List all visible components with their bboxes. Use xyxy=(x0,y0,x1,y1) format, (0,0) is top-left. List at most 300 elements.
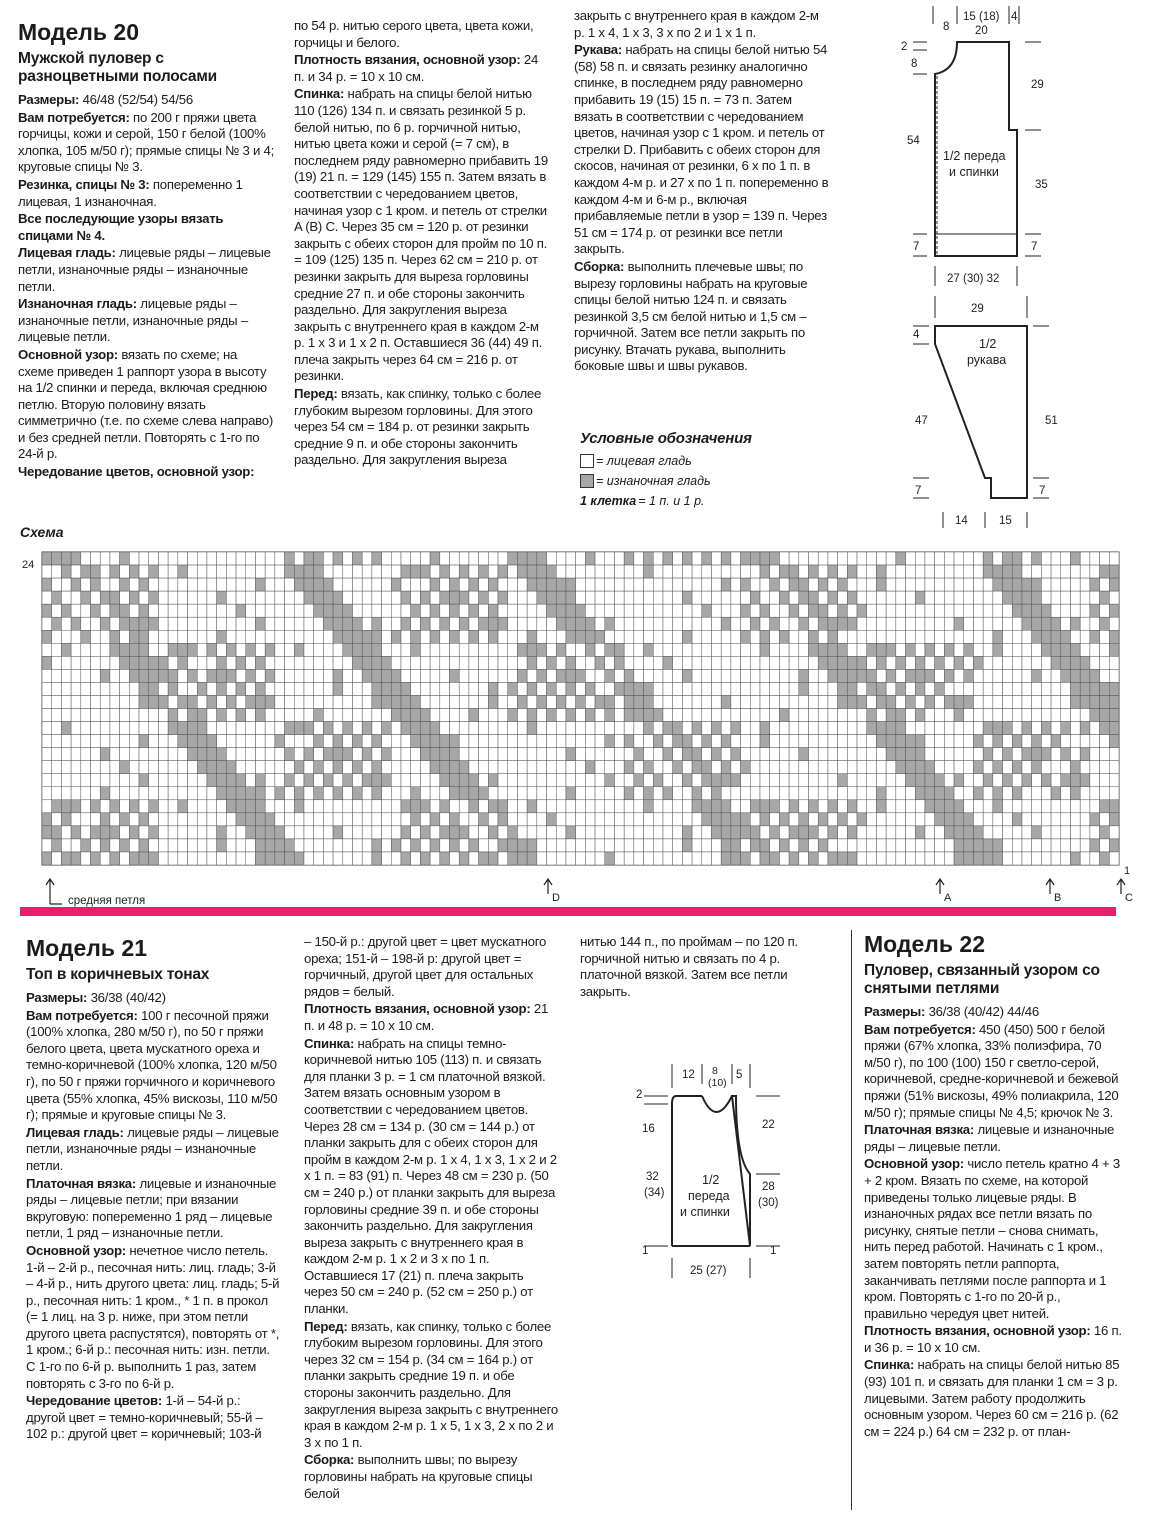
chart-cell xyxy=(566,565,576,578)
chart-cell xyxy=(391,578,401,591)
chart-cell xyxy=(314,826,324,839)
chart-cell xyxy=(760,617,770,630)
chart-cell xyxy=(838,630,848,643)
chart-cell xyxy=(129,839,139,852)
chart-cell xyxy=(459,604,469,617)
chart-cell xyxy=(1090,787,1100,800)
chart-cell xyxy=(343,800,353,813)
chart-cell xyxy=(275,669,285,682)
chart-cell xyxy=(71,748,81,761)
chart-cell xyxy=(508,839,518,852)
chart-cell xyxy=(120,735,130,748)
chart-cell xyxy=(139,617,149,630)
chart-cell xyxy=(799,722,809,735)
chart-cell xyxy=(430,643,440,656)
chart-cell xyxy=(139,591,149,604)
chart-cell xyxy=(673,617,683,630)
chart-cell xyxy=(1090,800,1100,813)
chart-cell xyxy=(323,800,333,813)
chart-cell xyxy=(721,552,731,565)
chart-cell xyxy=(682,656,692,669)
chart-cell xyxy=(857,656,867,669)
chart-cell xyxy=(1109,722,1119,735)
chart-cell xyxy=(149,656,159,669)
chart-cell xyxy=(1090,604,1100,617)
chart-cell xyxy=(556,604,566,617)
chart-cell xyxy=(1032,617,1042,630)
chart-cell xyxy=(682,682,692,695)
chart-cell xyxy=(52,591,62,604)
chart-cell xyxy=(702,695,712,708)
chart-cell xyxy=(886,695,896,708)
chart-cell xyxy=(246,748,256,761)
chart-cell xyxy=(566,656,576,669)
chart-cell xyxy=(226,826,236,839)
chart-cell xyxy=(91,682,101,695)
chart-cell xyxy=(1080,774,1090,787)
chart-cell xyxy=(110,630,120,643)
middle-stitch-arrow xyxy=(46,879,62,904)
chart-cell xyxy=(323,761,333,774)
chart-cell xyxy=(411,852,421,865)
chart-cell xyxy=(517,774,527,787)
chart-cell xyxy=(178,604,188,617)
chart-cell xyxy=(973,839,983,852)
chart-cell xyxy=(925,774,935,787)
chart-cell xyxy=(818,695,828,708)
chart-cell xyxy=(673,656,683,669)
chart-cell xyxy=(935,591,945,604)
chart-cell xyxy=(576,800,586,813)
chart-cell xyxy=(120,591,130,604)
chart-cell xyxy=(566,578,576,591)
model20-column-1 xyxy=(18,18,276,482)
chart-cell xyxy=(372,722,382,735)
chart-cell xyxy=(644,722,654,735)
chart-cell xyxy=(1109,552,1119,565)
chart-cell xyxy=(110,774,120,787)
chart-cell xyxy=(682,695,692,708)
chart-cell xyxy=(459,852,469,865)
chart-cell xyxy=(226,735,236,748)
chart-cell xyxy=(71,578,81,591)
chart-cell xyxy=(498,709,508,722)
chart-cell xyxy=(721,826,731,839)
chart-cell xyxy=(809,669,819,682)
chart-cell xyxy=(304,787,314,800)
chart-cell xyxy=(876,800,886,813)
sleeve-left-7: 7 xyxy=(915,485,922,497)
chart-cell xyxy=(508,565,518,578)
chart-cell xyxy=(576,565,586,578)
paragraph-text: 16 п. и 36 р. = 10 х 10 см. xyxy=(864,1323,1122,1355)
chart-cell xyxy=(585,656,595,669)
chart-cell xyxy=(1109,643,1119,656)
chart-cell xyxy=(809,722,819,735)
chart-cell xyxy=(537,787,547,800)
chart-cell xyxy=(605,669,615,682)
chart-cell xyxy=(828,617,838,630)
chart-cell xyxy=(391,761,401,774)
chart-cell xyxy=(488,565,498,578)
chart-cell xyxy=(100,826,110,839)
chart-cell xyxy=(52,774,62,787)
chart-cell xyxy=(1070,813,1080,826)
chart-cell xyxy=(343,826,353,839)
chart-cell xyxy=(896,552,906,565)
chart-cell xyxy=(634,682,644,695)
middle-stitch-label: средняя петля xyxy=(68,895,146,907)
chart-cell xyxy=(925,839,935,852)
chart-cell xyxy=(294,591,304,604)
chart-cell xyxy=(1080,748,1090,761)
chart-cell xyxy=(1003,787,1013,800)
chart-cell xyxy=(1032,735,1042,748)
chart-cell xyxy=(614,748,624,761)
chart-cell xyxy=(265,695,275,708)
chart-cell xyxy=(275,839,285,852)
chart-cell xyxy=(915,748,925,761)
chart-cell xyxy=(886,761,896,774)
chart-cell xyxy=(644,656,654,669)
chart-cell xyxy=(265,787,275,800)
chart-cell xyxy=(954,604,964,617)
chart-cell xyxy=(576,813,586,826)
chart-cell xyxy=(634,826,644,839)
chart-cell xyxy=(944,604,954,617)
chart-cell xyxy=(547,709,557,722)
chart-cell xyxy=(323,604,333,617)
chart-cell xyxy=(372,552,382,565)
chart-cell xyxy=(1022,800,1032,813)
chart-cell xyxy=(139,761,149,774)
chart-cell xyxy=(149,669,159,682)
chart-cell xyxy=(809,813,819,826)
chart-cell xyxy=(314,813,324,826)
chart-cell xyxy=(120,630,130,643)
chart-cell xyxy=(391,591,401,604)
chart-cell xyxy=(508,630,518,643)
chart-cell xyxy=(362,682,372,695)
chart-cell xyxy=(52,722,62,735)
chart-cell xyxy=(614,709,624,722)
chart-cell xyxy=(770,565,780,578)
chart-cell xyxy=(469,852,479,865)
chart-cell xyxy=(168,761,178,774)
chart-cell xyxy=(197,709,207,722)
chart-cell xyxy=(779,774,789,787)
chart-cell xyxy=(42,578,52,591)
chart-cell xyxy=(430,852,440,865)
chart-cell xyxy=(197,787,207,800)
chart-cell xyxy=(673,748,683,761)
chart-cell xyxy=(1100,565,1110,578)
chart-cell xyxy=(527,591,537,604)
chart-cell xyxy=(197,722,207,735)
knitting-chart xyxy=(0,540,1160,910)
chart-cell xyxy=(459,578,469,591)
chart-cell xyxy=(343,695,353,708)
chart-cell xyxy=(750,800,760,813)
chart-cell xyxy=(964,565,974,578)
chart-cell xyxy=(663,565,673,578)
chart-cell xyxy=(886,591,896,604)
chart-cell xyxy=(624,591,634,604)
chart-cell xyxy=(61,722,71,735)
chart-cell xyxy=(964,852,974,865)
chart-cell xyxy=(809,852,819,865)
chart-cell xyxy=(828,682,838,695)
chart-cell xyxy=(42,656,52,669)
chart-cell xyxy=(1041,643,1051,656)
chart-cell xyxy=(634,669,644,682)
paragraph-text: 36/38 (40/42) xyxy=(87,990,166,1005)
chart-cell xyxy=(479,630,489,643)
chart-cell xyxy=(760,630,770,643)
chart-cell xyxy=(973,617,983,630)
chart-cell xyxy=(886,813,896,826)
chart-cell xyxy=(168,604,178,617)
chart-cell xyxy=(479,578,489,591)
chart-cell xyxy=(711,643,721,656)
chart-cell xyxy=(71,839,81,852)
chart-cell xyxy=(702,617,712,630)
chart-cell xyxy=(576,552,586,565)
chart-cell xyxy=(605,630,615,643)
chart-cell xyxy=(605,761,615,774)
chart-cell xyxy=(731,578,741,591)
chart-cell xyxy=(498,578,508,591)
chart-cell xyxy=(760,578,770,591)
chart-cell xyxy=(634,748,644,761)
chart-cell xyxy=(906,643,916,656)
chart-cell xyxy=(333,591,343,604)
chart-cell xyxy=(42,565,52,578)
chart-cell xyxy=(682,669,692,682)
chart-cell xyxy=(973,852,983,865)
chart-cell xyxy=(440,565,450,578)
chart-cell xyxy=(459,682,469,695)
chart-cell xyxy=(440,852,450,865)
paragraph xyxy=(18,347,276,463)
chart-cell xyxy=(217,695,227,708)
chart-cell xyxy=(741,656,751,669)
chart-cell xyxy=(935,800,945,813)
chart-cell xyxy=(488,630,498,643)
chart-cell xyxy=(954,617,964,630)
chart-cell xyxy=(401,630,411,643)
chart-cell xyxy=(1022,709,1032,722)
chart-cell xyxy=(605,617,615,630)
chart-cell xyxy=(702,800,712,813)
chart-cell xyxy=(566,604,576,617)
chart-cell xyxy=(42,813,52,826)
paragraph xyxy=(26,1008,282,1124)
chart-cell xyxy=(440,748,450,761)
chart-cell xyxy=(226,748,236,761)
chart-cell xyxy=(741,630,751,643)
chart-cell xyxy=(1012,565,1022,578)
chart-cell xyxy=(711,565,721,578)
chart-cell xyxy=(1022,735,1032,748)
chart-cell xyxy=(246,656,256,669)
chart-cell xyxy=(741,669,751,682)
chart-cell xyxy=(770,839,780,852)
chart-cell xyxy=(876,748,886,761)
chart-cell xyxy=(323,826,333,839)
chart-cell xyxy=(129,643,139,656)
chart-cell xyxy=(362,761,372,774)
chart-cell xyxy=(1080,852,1090,865)
chart-cell xyxy=(1090,591,1100,604)
chart-cell xyxy=(702,682,712,695)
chart-cell xyxy=(818,748,828,761)
chart-cell xyxy=(1061,839,1071,852)
chart-cell xyxy=(52,643,62,656)
chart-cell xyxy=(731,826,741,839)
paragraph-text: 21 п. и 48 р. = 10 х 10 см. xyxy=(304,1001,549,1033)
chart-cell xyxy=(294,709,304,722)
chart-cell xyxy=(750,591,760,604)
chart-cell xyxy=(964,813,974,826)
chart-cell xyxy=(1032,852,1042,865)
chart-cell xyxy=(42,617,52,630)
chart-cell xyxy=(71,722,81,735)
chart-cell xyxy=(1051,591,1061,604)
chart-cell xyxy=(886,643,896,656)
chart-cell xyxy=(750,748,760,761)
chart-cell xyxy=(323,552,333,565)
chart-cell xyxy=(828,656,838,669)
chart-cell xyxy=(624,682,634,695)
chart-cell xyxy=(527,852,537,865)
chart-cell xyxy=(304,852,314,865)
chart-cell xyxy=(352,787,362,800)
chart-cell xyxy=(711,826,721,839)
chart-cell xyxy=(129,604,139,617)
chart-cell xyxy=(576,787,586,800)
chart-cell xyxy=(1080,552,1090,565)
chart-cell xyxy=(459,826,469,839)
chart-cell xyxy=(993,578,1003,591)
chart-cell xyxy=(71,709,81,722)
chart-cell xyxy=(91,656,101,669)
chart-cell xyxy=(663,656,673,669)
chart-cell xyxy=(673,630,683,643)
chart-cell xyxy=(372,643,382,656)
chart-cell xyxy=(779,656,789,669)
chart-cell xyxy=(391,552,401,565)
chart-cell xyxy=(450,669,460,682)
chart-cell xyxy=(595,565,605,578)
chart-cell xyxy=(682,748,692,761)
model22-separator xyxy=(851,930,852,1510)
chart-cell xyxy=(760,748,770,761)
chart-cell xyxy=(1090,839,1100,852)
chart-cell xyxy=(799,852,809,865)
chart-cell xyxy=(614,735,624,748)
chart-cell xyxy=(333,604,343,617)
chart-cell xyxy=(197,839,207,852)
chart-cell xyxy=(285,578,295,591)
chart-cell xyxy=(420,722,430,735)
chart-cell xyxy=(362,852,372,865)
chart-cell xyxy=(876,643,886,656)
chart-cell xyxy=(265,682,275,695)
chart-cell xyxy=(352,617,362,630)
chart-cell xyxy=(188,839,198,852)
chart-cell xyxy=(188,852,198,865)
chart-cell xyxy=(1032,604,1042,617)
chart-cell xyxy=(624,800,634,813)
chart-cell xyxy=(362,787,372,800)
chart-cell xyxy=(721,630,731,643)
chart-cell xyxy=(925,565,935,578)
chart-cell xyxy=(964,656,974,669)
chart-cell xyxy=(731,800,741,813)
chart-cell xyxy=(547,695,557,708)
chart-cell xyxy=(779,552,789,565)
chart-cell xyxy=(1032,643,1042,656)
chart-cell xyxy=(71,826,81,839)
chart-cell xyxy=(634,709,644,722)
chart-cell xyxy=(537,748,547,761)
chart-cell xyxy=(886,565,896,578)
chart-cell xyxy=(809,774,819,787)
chart-cell xyxy=(750,774,760,787)
chart-cell xyxy=(760,643,770,656)
chart-cell xyxy=(304,813,314,826)
chart-cell xyxy=(129,552,139,565)
chart-cell xyxy=(255,761,265,774)
chart-cell xyxy=(333,761,343,774)
chart-cell xyxy=(692,643,702,656)
chart-cell xyxy=(673,735,683,748)
chart-cell xyxy=(488,591,498,604)
chart-cell xyxy=(61,669,71,682)
paragraph-text: набрать на спицы темно-коричневой нитью 105 (113) п. и связать для планки 3 р. = 1 см платочной вязкой. Затем вязать основным узором в соответствии с чередованием цветов. Через 28 см = 134 р. (30 см = 144 р.) от планки закрыть для с обеих сторон для пройм в каждом 2-м р. 1 х 4, 1 х 3, 1 х 2 и 2 х 1 п. = 83 (91) п. Через 48 см = 230 р. (50 см = 240 р.) от планки закрыть для выреза горловины средние 39 п. и обе стороны закончить раздельно. Для закругления выреза закрыть с внутреннего края в каждом 2-м р. 1 х 2 и 3 х по 1 п. Оставшиеся 17 (21) п. плеча закрыть через 50 см = 240 р. (52 см = 250 р.) от планки. xyxy=(304,1035,557,1317)
chart-cell xyxy=(1109,839,1119,852)
chart-cell xyxy=(304,669,314,682)
chart-cell xyxy=(682,617,692,630)
chart-cell xyxy=(333,578,343,591)
chart-cell xyxy=(857,748,867,761)
chart-cell xyxy=(711,748,721,761)
chart-cell xyxy=(993,774,1003,787)
chart-cell xyxy=(556,643,566,656)
chart-cell xyxy=(741,591,751,604)
chart-cell xyxy=(1051,787,1061,800)
chart-cell xyxy=(935,669,945,682)
chart-cell xyxy=(731,748,741,761)
chart-cell xyxy=(944,761,954,774)
chart-cell xyxy=(81,774,91,787)
chart-cell xyxy=(993,656,1003,669)
chart-cell xyxy=(1041,709,1051,722)
chart-cell xyxy=(139,709,149,722)
chart-cell xyxy=(547,852,557,865)
chart-cell xyxy=(964,787,974,800)
chart-cell xyxy=(343,617,353,630)
chart-cell xyxy=(760,695,770,708)
chart-cell xyxy=(614,578,624,591)
chart-cell xyxy=(149,852,159,865)
chart-cell xyxy=(896,813,906,826)
chart-cell xyxy=(110,604,120,617)
chart-cell xyxy=(673,565,683,578)
chart-cell xyxy=(71,565,81,578)
chart-cell xyxy=(818,565,828,578)
